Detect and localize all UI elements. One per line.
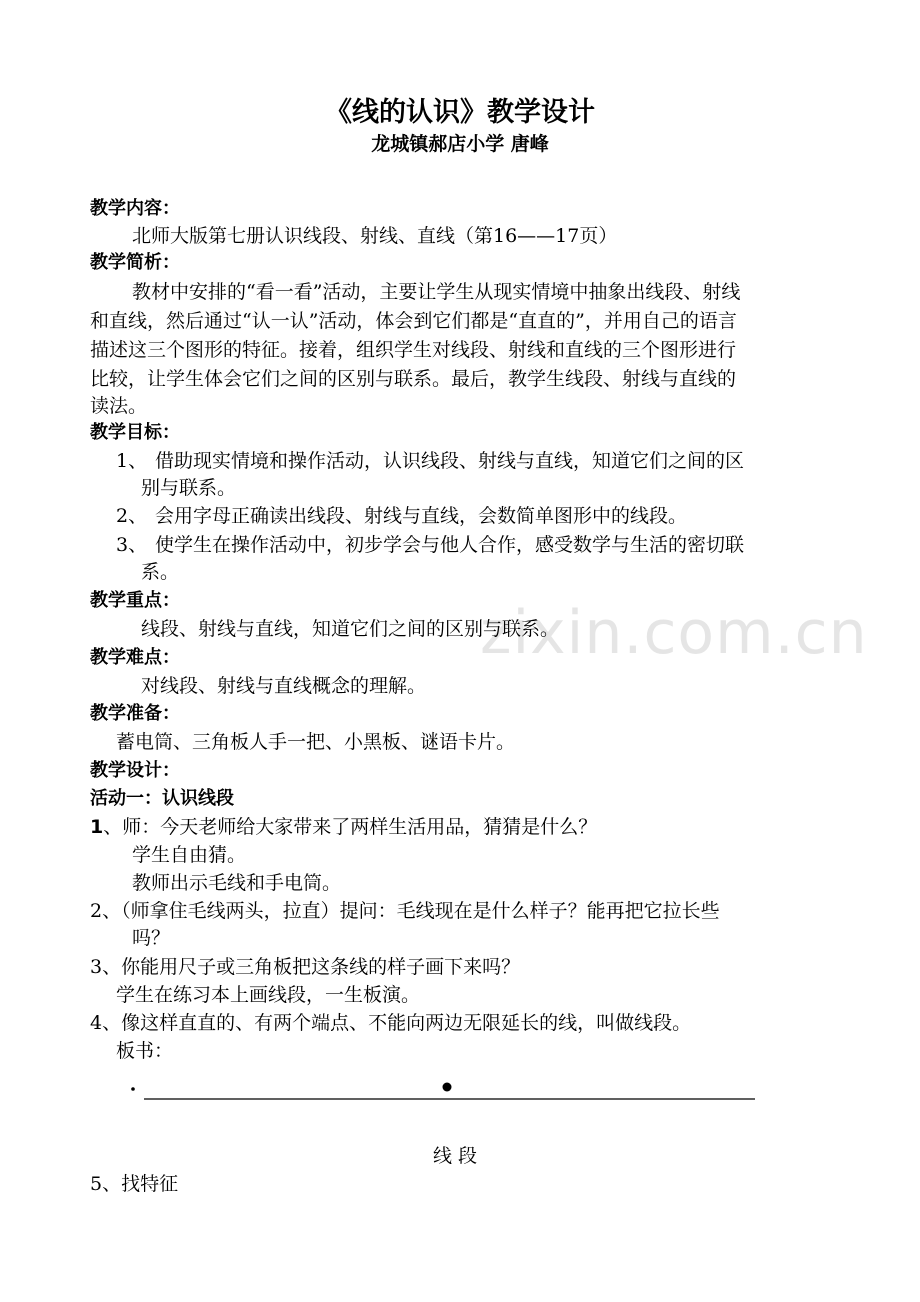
goals-heading: 教学目标： [90,422,180,443]
design-heading: 教学设计： [90,760,180,781]
goal-2-num: 2、 [116,505,148,527]
document-title: 《线的认识》教学设计 [325,97,595,128]
difficulties-heading: 教学难点： [90,647,180,668]
step-3-line-2: 学生在练习本上画线段，一生板演。 [116,984,421,1006]
key-points-heading: 教学重点： [90,590,180,611]
step-1 [90,814,597,840]
goal-1-num: 1、 [116,450,148,472]
preparation-text: 蓄电筒、三角板人手一把、小黑板、谜语卡片。 [116,731,516,753]
content-heading: 教学内容： [90,198,180,219]
step-4-line-2: 板书： [116,1040,174,1062]
key-points-text: 线段、射线与直线，知道它们之间的区别与联系。 [141,618,560,640]
preparation-heading: 教学准备： [90,703,180,724]
analysis-heading: 教学简析： [90,252,180,273]
analysis-line-4: 比较，让学生体会它们之间的区别与联系。最后，教学生线段、射线与直线的 [90,368,737,390]
analysis-line-5: 读法。 [90,395,148,417]
step-1-text: 、师：今天老师给大家带来了两样生活用品，猜猜是什么？ [103,816,598,838]
content-text: 北师大版第七册认识线段、射线、直线（第16——17页） [132,225,618,247]
analysis-line-1: 教材中安排的“看一看”活动，主要让学生从现实情境中抽象出线段、射线 [132,281,741,303]
step-4-line-1: 4、像这样直直的、有两个端点、不能向两边无限延长的线，叫做线段。 [90,1012,692,1034]
goal-2-line-1: 会用字母正确读出线段、射线与直线，会数简单图形中的线段。 [155,505,688,527]
line-segment-diagram [120,1080,780,1110]
step-2-line-2: 吗？ [132,927,171,949]
watermark: zixin.com.cn [480,598,868,668]
segment-endpoint-right [443,1083,452,1092]
goal-3-line-2: 系。 [141,561,180,583]
goal-1-line-2: 别与联系。 [141,477,237,499]
goal-1-line-1: 借助现实情境和操作活动，认识线段、射线与直线，知道它们之间的区 [155,450,745,472]
step-2-line-1: 2、（师拿住毛线两头，拉直）提问：毛线现在是什么样子？能再把它拉长些 [90,900,720,922]
difficulties-text: 对线段、射线与直线概念的理解。 [141,675,427,697]
segment-endpoint-left [131,1087,135,1091]
analysis-line-3: 描述这三个图形的特征。接着，组织学生对线段、射线和直线的三个图形进行 [90,339,737,361]
goal-3-line-1: 使学生在操作活动中，初步学会与他人合作，感受数学与生活的密切联 [155,534,745,556]
step-3-line-1: 3、你能用尺子或三角板把这条线的样子画下来吗？ [90,956,521,978]
step-1-note-a: 学生自由猜。 [132,844,247,866]
diagram-caption: 线 段 [433,1145,478,1167]
step-1-note-b: 教师出示毛线和手电筒。 [132,872,342,894]
goal-3-num: 3、 [116,534,148,556]
step-5: 5、找特征 [90,1173,179,1195]
step-1-number: 1 [90,816,104,838]
activity-1-heading: 活动一：认识线段 [90,788,234,809]
analysis-line-2: 和直线，然后通过“认一认”活动，体会到它们都是“直直的”，并用自己的语言 [90,310,737,332]
document-subtitle: 龙城镇郝店小学 唐峰 [371,133,549,155]
